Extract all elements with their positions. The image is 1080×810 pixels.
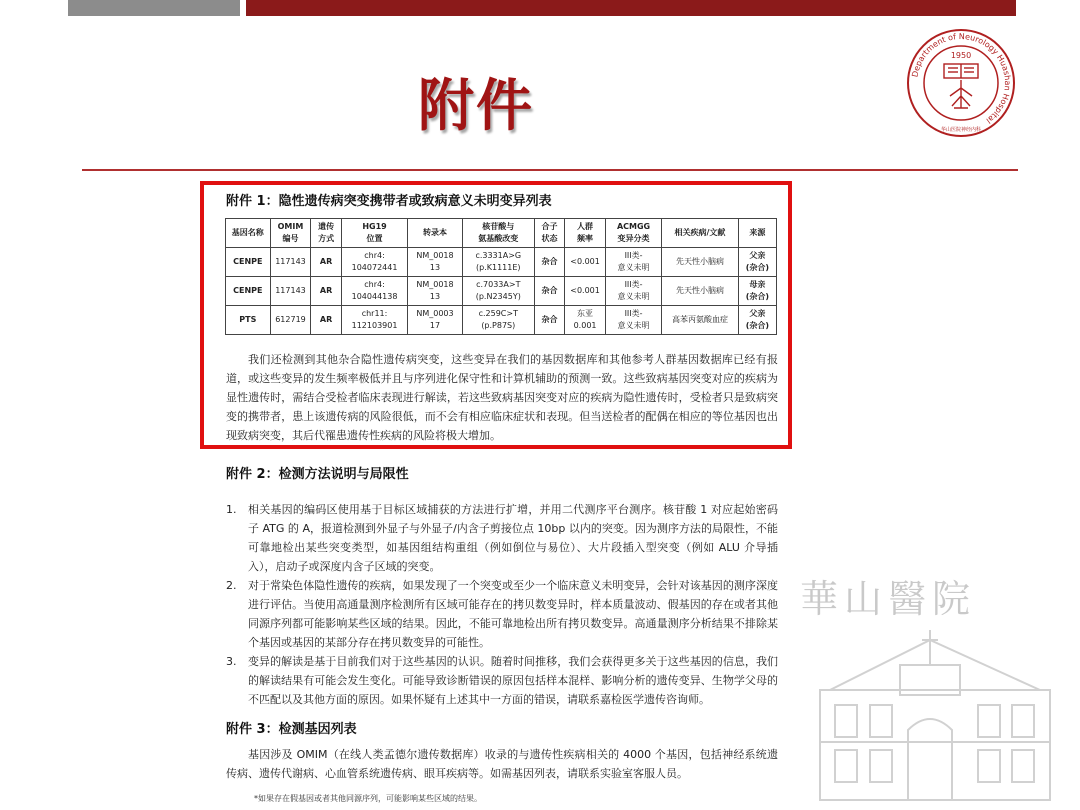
cell-frequency: <0.001 bbox=[565, 277, 606, 306]
cell-disease: 高苯丙氨酸血症 bbox=[662, 306, 739, 335]
attach1-title: 附件 1：隐性遗传病突变携带者或致病意义未明变异列表 bbox=[226, 194, 552, 209]
attach3-paragraph: 基因涉及 OMIM（在线人类孟德尔遗传数据库）收录的与遗传性疾病相关的 4000 个基因，包括神经系统遗传病、遗传代谢病、心血管系统遗传病、眼耳疾病等。如需基因列表，请联系实验室客服人员。 bbox=[226, 748, 778, 780]
cell-frequency: <0.001 bbox=[565, 248, 606, 277]
cell-change: c.3331A>G (p.K1111E) bbox=[462, 248, 534, 277]
attach2-list bbox=[226, 500, 778, 709]
cell-mode: AR bbox=[311, 248, 341, 277]
col-header: OMIM 编号 bbox=[270, 219, 311, 248]
col-header: 相关疾病/文献 bbox=[662, 219, 739, 248]
list-item: 2. 对于常染色体隐性遗传的疾病，如果发现了一个突变或至少一个临床意义未明变异，会针对该基因的测序深度进行评估。当使用高通量测序检测所有区域可能存在的拷贝数变异时，样本质量波动、假基因的存在或者其他同源序列都可能影响某些区域的结果。因此，不能可靠地检出所有拷贝数变异。高通量测序分析结果不排除某个基因或基因的某部分存在拷贝数变异的可能性。 bbox=[226, 579, 778, 649]
list-item: 1. 相关基因的编码区使用基于目标区域捕获的方法进行扩增，并用二代测序平台测序。核苷酸 1 对应起始密码子 ATG 的 A，报道检测到外显子与外显子/内含子剪接位点 10bp 以内的突变。因为测序方法的局限性，不能可靠地检出某些突变类型，如基因组结构重组（例如倒位与易位）、大片段插入型突变（例如 ALU 介导插入），启动子或深度内含子区域的突变。 bbox=[226, 503, 778, 573]
col-header: 基因名称 bbox=[226, 219, 271, 248]
cell-gene: CENPE bbox=[226, 248, 271, 277]
cell-pos: chr4: 104044138 bbox=[341, 277, 407, 306]
cell-mode: AR bbox=[311, 277, 341, 306]
col-header: 人群 频率 bbox=[565, 219, 606, 248]
col-header: 遗传 方式 bbox=[311, 219, 341, 248]
cell-source: 父亲 (杂合) bbox=[738, 306, 776, 335]
logo-emblem-icon bbox=[944, 64, 978, 108]
highlight-box bbox=[200, 181, 792, 449]
cell-transcript: NM_0003 17 bbox=[408, 306, 463, 335]
hospital-building-watermark bbox=[790, 570, 1080, 810]
cell-disease: 先天性小脑病 bbox=[662, 277, 739, 306]
attach3-title: 附件 3：检测基因列表 bbox=[226, 722, 357, 737]
cell-zygosity: 杂合 bbox=[534, 277, 564, 306]
cell-frequency: 东亚 0.001 bbox=[565, 306, 606, 335]
cell-acmg: III类- 意义未明 bbox=[605, 306, 661, 335]
list-item: 3. 变异的解读是基于目前我们对于这些基因的认识。随着时间推移，我们会获得更多关于这些基因的信息，我们的解读结果有可能会发生变化。可能导致诊断错误的原因包括样本混样、影响分析的遗传变异、生物学父母的不匹配以及其他方面的原因。如果怀疑有上述其中一方面的错误，请联系嘉检医学遗传咨询师。 bbox=[226, 655, 778, 706]
cell-mode: AR bbox=[311, 306, 341, 335]
cell-disease: 先天性小脑病 bbox=[662, 248, 739, 277]
col-header: 转录本 bbox=[408, 219, 463, 248]
slide-title: 附件 bbox=[418, 74, 534, 139]
title-divider bbox=[82, 169, 1018, 171]
cell-source: 母亲 (杂合) bbox=[738, 277, 776, 306]
cell-zygosity: 杂合 bbox=[534, 306, 564, 335]
col-header: 合子 状态 bbox=[534, 219, 564, 248]
cell-source: 父亲 (杂合) bbox=[738, 248, 776, 277]
cell-omim: 117143 bbox=[270, 248, 311, 277]
cell-omim: 117143 bbox=[270, 277, 311, 306]
attach2-title: 附件 2：检测方法说明与局限性 bbox=[226, 467, 409, 482]
top-bar-red bbox=[246, 0, 1016, 16]
cell-gene: CENPE bbox=[226, 277, 271, 306]
cell-transcript: NM_0018 13 bbox=[408, 277, 463, 306]
cell-change: c.7033A>T (p.N2345Y) bbox=[462, 277, 534, 306]
building-icon bbox=[820, 630, 1050, 800]
cell-change: c.259C>T (p.P87S) bbox=[462, 306, 534, 335]
cell-pos: chr4: 104072441 bbox=[341, 248, 407, 277]
attach1-paragraph: 我们还检测到其他杂合隐性遗传病突变，这些变异在我们的基因数据库和其他参考人群基因数据库已经有报道，或这些变异的发生频率极低并且与序列进化保守性和计算机辅助的预测一致。这些致病基因突变对应的疾病为显性遗传时，需结合受检者临床表现进行解读，若这些致病基因突变对应的疾病为隐性遗传时，受检者只是致病突变的携带者，患上该遗传病的风险很低，而不会有相应临床症状和表现。但当送检者的配偶在相应的等位基因也出现致病突变，其后代罹患遗传性疾病的风险将极大增加。 bbox=[226, 353, 778, 442]
col-header: HG19 位置 bbox=[341, 219, 407, 248]
col-header: 核苷酸与 氨基酸改变 bbox=[462, 219, 534, 248]
logo-year: 1950 bbox=[950, 51, 972, 60]
col-header: ACMGG 变异分类 bbox=[605, 219, 661, 248]
footnote: *如果存在假基因或者其他同源序列，可能影响某些区域的结果。 bbox=[254, 794, 482, 803]
logo-ring-text: Department of Neurology Huashan Hospital bbox=[910, 31, 1013, 126]
cell-zygosity: 杂合 bbox=[534, 248, 564, 277]
cell-omim: 612719 bbox=[270, 306, 311, 335]
logo-bottom-text: 华山医院神经内科 bbox=[940, 127, 982, 133]
hospital-logo-seal bbox=[906, 28, 1016, 138]
col-header: 来源 bbox=[738, 219, 776, 248]
top-bar-gray bbox=[68, 0, 240, 16]
cell-acmg: III类- 意义未明 bbox=[605, 248, 661, 277]
watermark-text: 華山醫院 bbox=[800, 577, 977, 621]
cell-gene: PTS bbox=[226, 306, 271, 335]
cell-acmg: III类- 意义未明 bbox=[605, 277, 661, 306]
cell-transcript: NM_0018 13 bbox=[408, 248, 463, 277]
cell-pos: chr11: 112103901 bbox=[341, 306, 407, 335]
